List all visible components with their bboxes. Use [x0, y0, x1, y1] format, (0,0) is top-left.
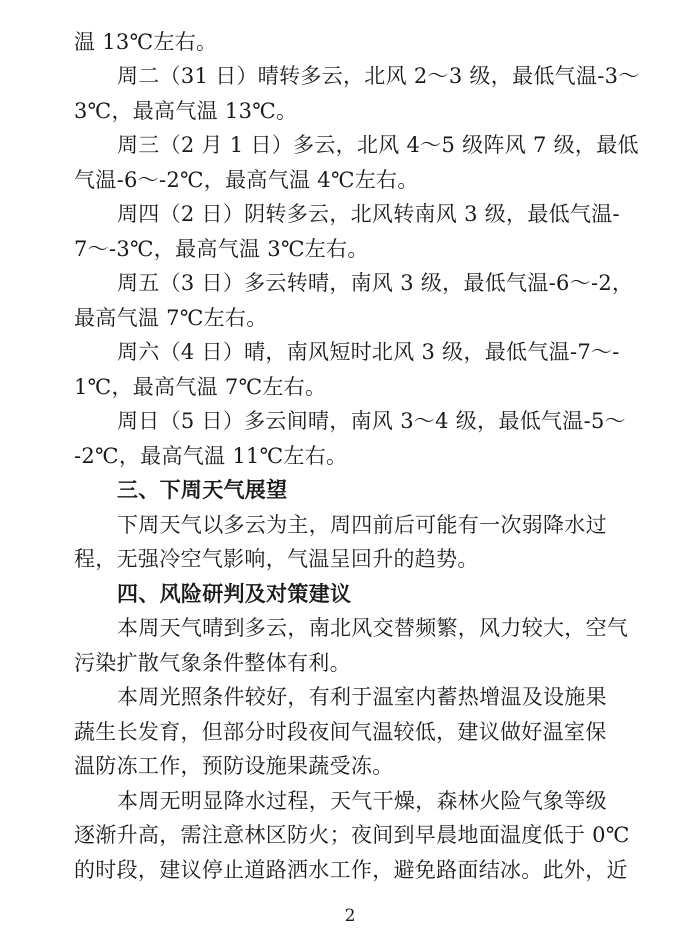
text-line: 周日（5 日）多云间晴，南风 3～4 级，最低气温-5～: [117, 409, 626, 434]
text-line: 本周天气晴到多云，南北风交替频繁，风力较大，空气: [117, 616, 629, 641]
text-line: 周三（2 月 1 日）多云，北风 4～5 级阵风 7 级，最低: [117, 133, 639, 158]
text-line: 周四（2 日）阴转多云，北风转南风 3 级，最低气温-: [117, 202, 620, 227]
text-line: 程，无强冷空气影响，气温呈回升的趋势。: [74, 547, 479, 572]
text-line: 温 13℃左右。: [74, 30, 218, 54]
text-line: 3℃，最高气温 13℃。: [74, 98, 298, 123]
text-line: 最高气温 7℃左右。: [74, 305, 268, 330]
section-heading: 四、风险研判及对策建议: [117, 581, 352, 606]
text-line: 的时段，建议停止道路洒水工作，避免路面结冰。此外，近: [74, 857, 628, 882]
text-line: 本周光照条件较好，有利于温室内蓄热增温及设施果: [117, 685, 607, 710]
text-line: 污染扩散气象条件整体有利。: [74, 650, 351, 675]
text-line: 周五（3 日）多云转晴，南风 3 级，最低气温-6～-2，: [117, 271, 634, 296]
text-line: 温防冻工作，预防设施果蔬受冻。: [74, 754, 394, 779]
text-line: 下周天气以多云为主，周四前后可能有一次弱降水过: [117, 512, 607, 537]
text-line: 气温-6～-2℃，最高气温 4℃左右。: [74, 167, 419, 192]
text-line: 蔬生长发育，但部分时段夜间气温较低，建议做好温室保: [74, 719, 607, 744]
text-line: -2℃，最高气温 11℃左右。: [74, 443, 348, 468]
text-line: 周二（31 日）晴转多云，北风 2～3 级，最低气温-3～: [117, 64, 640, 89]
text-line: 本周无明显降水过程，天气干燥，森林火险气象等级: [117, 788, 607, 813]
text-line: 逐渐升高，需注意林区防火；夜间到早晨地面温度低于 0℃: [74, 823, 630, 848]
text-line: 7～-3℃，最高气温 3℃左右。: [74, 236, 369, 261]
page-number: 2: [344, 906, 356, 926]
text-line: 1℃，最高气温 7℃左右。: [74, 374, 327, 399]
section-heading: 三、下周天气展望: [117, 478, 288, 503]
text-line: 周六（4 日）晴，南风短时北风 3 级，最低气温-7～-: [117, 340, 620, 365]
